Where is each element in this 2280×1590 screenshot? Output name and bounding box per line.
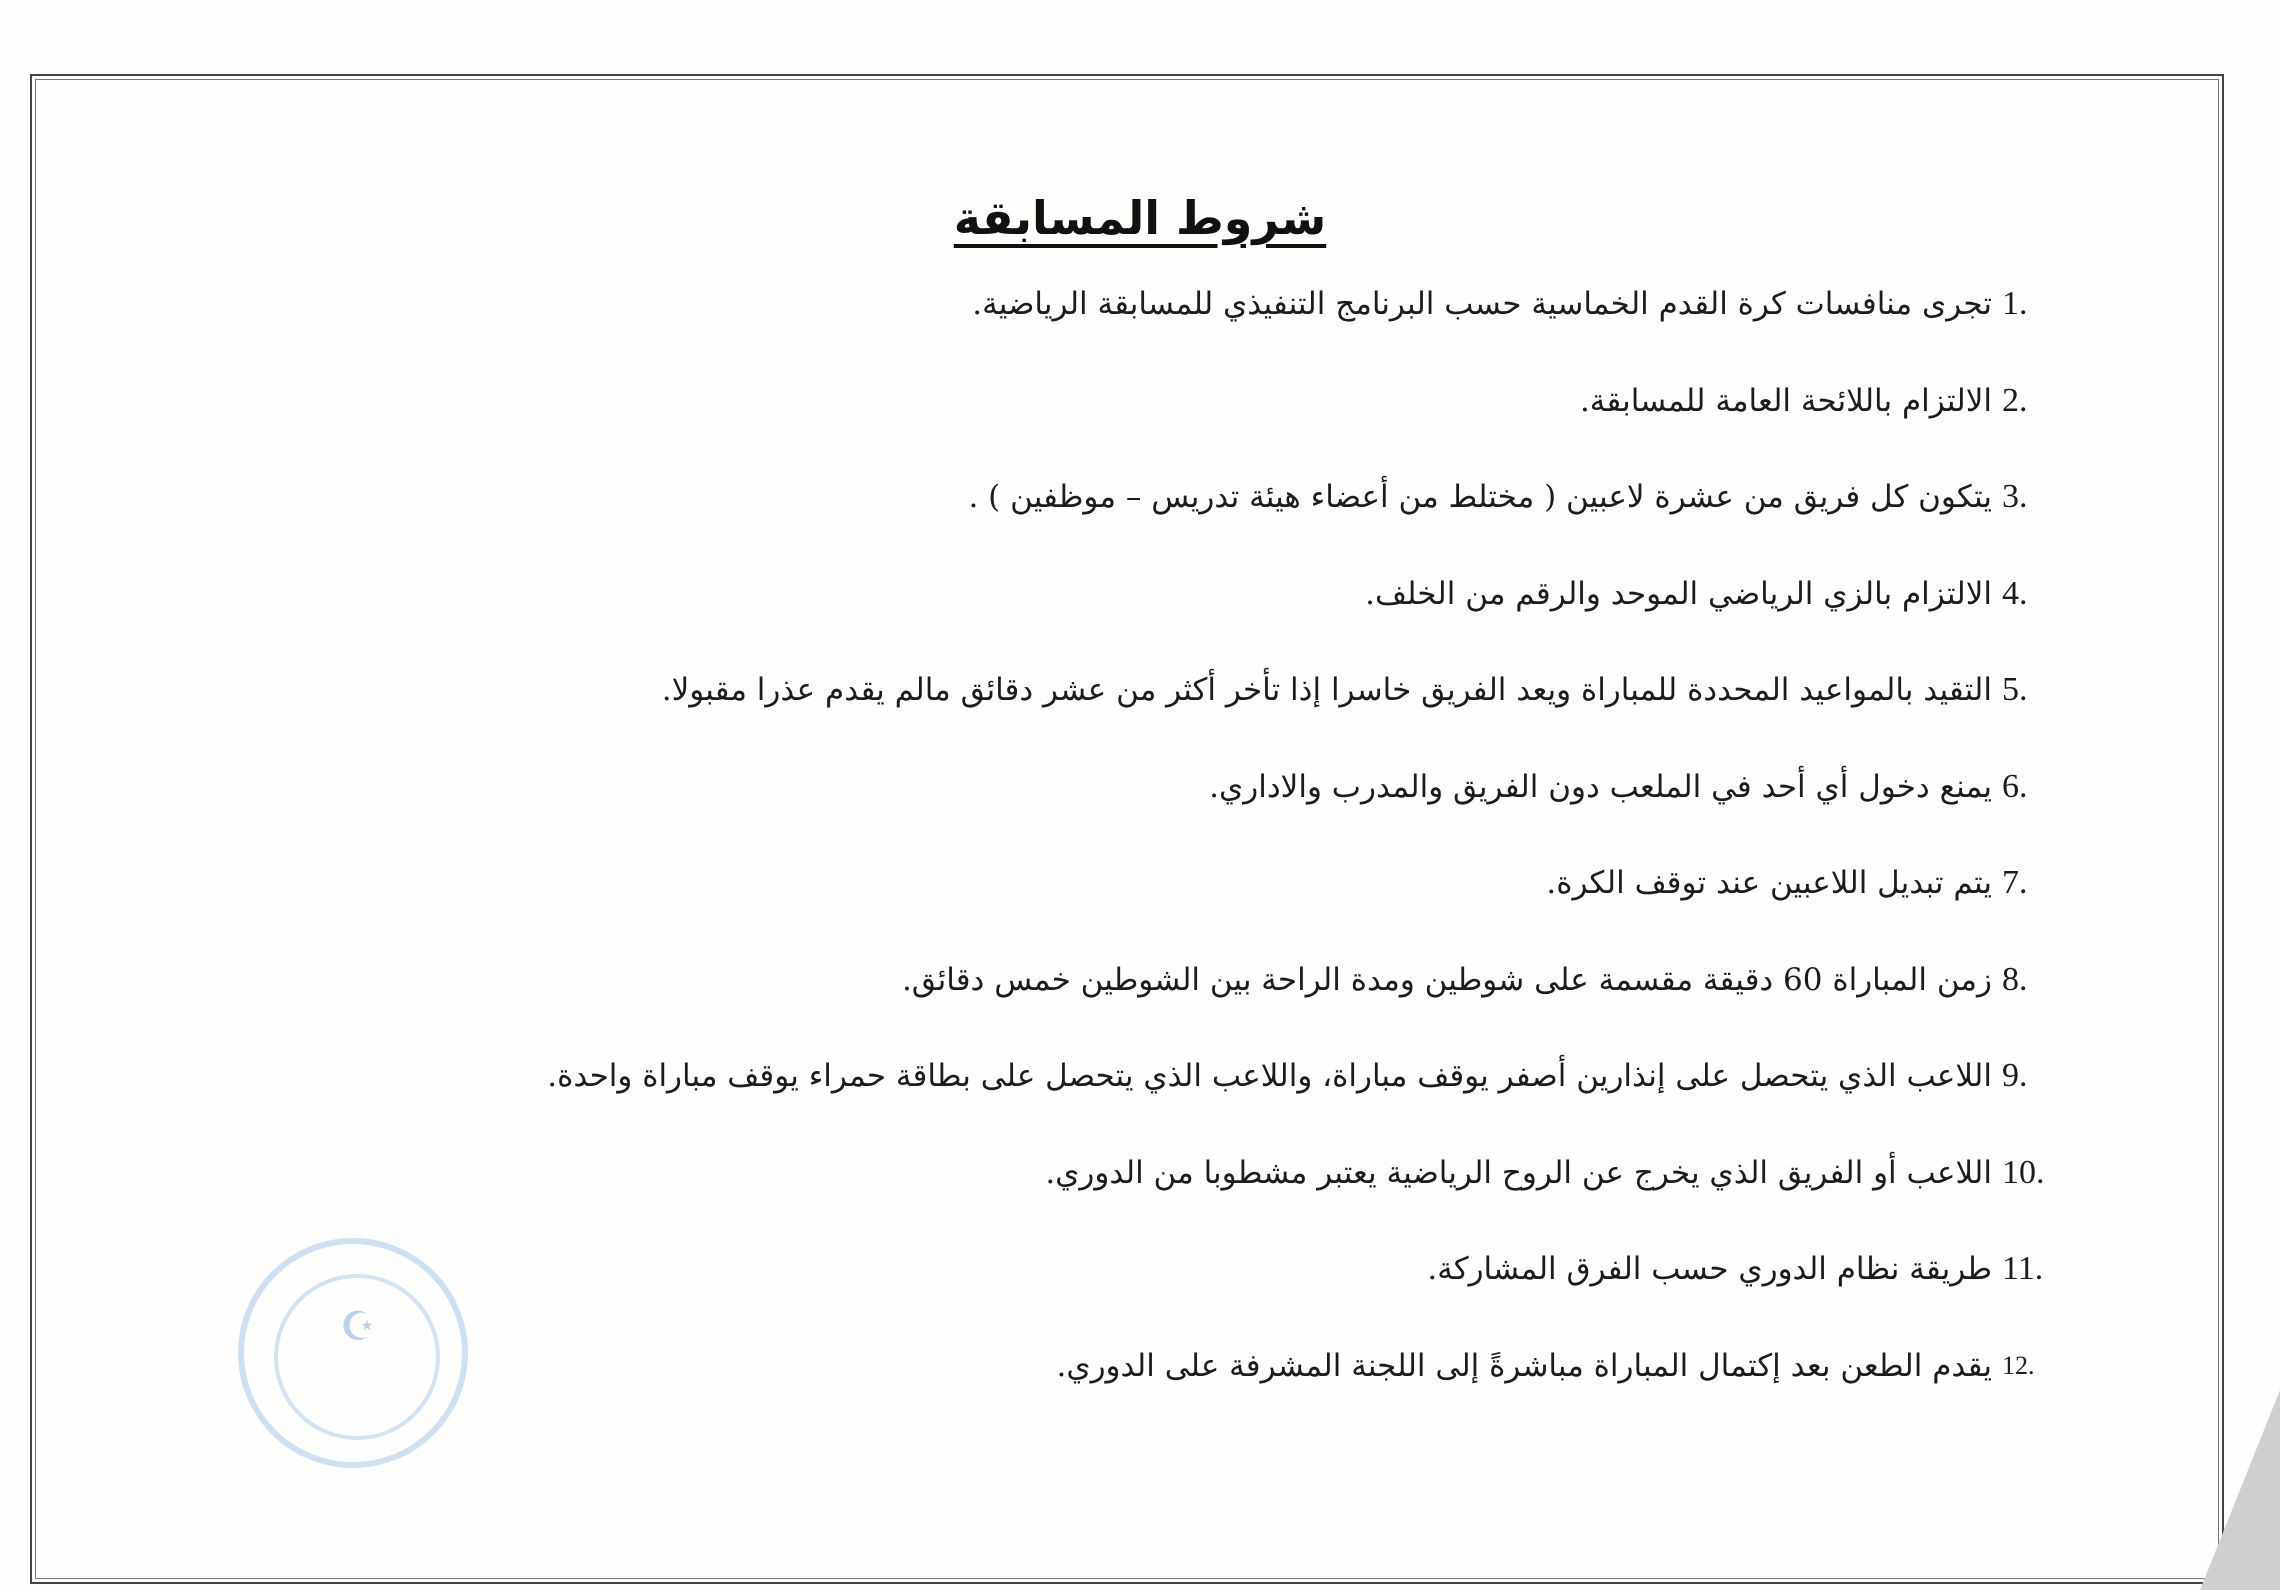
list-item <box>248 1243 2048 1340</box>
list-item <box>248 471 2048 568</box>
page-title: شروط المسابقة <box>953 190 1327 245</box>
stamp-inner-ring <box>274 1274 440 1440</box>
item-text: زمن المباراة 60 دقيقة مقسمة على شوطين ومدة الراحة بين الشوطين خمس دقائق. <box>901 961 1992 998</box>
item-number: 9. <box>2002 1057 2028 1094</box>
list-item <box>248 1340 2048 1437</box>
list-item <box>248 568 2048 665</box>
item-number: 10. <box>2002 1153 2045 1191</box>
list-item <box>248 954 2048 1051</box>
item-text: يقدم الطعن بعد إكتمال المباراة مباشرةً إلى اللجنة المشرفة على الدوري. <box>1056 1347 1992 1384</box>
list-item <box>248 857 2048 954</box>
item-text: تجرى منافسات كرة القدم الخماسية حسب البرنامج التنفيذي للمسابقة الرياضية. <box>972 286 1992 322</box>
item-number: 11. <box>2002 1250 2044 1287</box>
list-item <box>248 278 2048 375</box>
item-number: 7. <box>2002 864 2028 901</box>
item-number: 3. <box>2002 478 2028 515</box>
page-curl <box>2200 1390 2280 1590</box>
item-number: 6. <box>2002 767 2028 805</box>
list-item <box>248 761 2048 858</box>
item-number: 8. <box>2002 960 2028 998</box>
item-text: اللاعب أو الفريق الذي يخرج عن الروح الرياضية يعتبر مشطوبا من الدوري. <box>1045 1154 1992 1191</box>
crescent-star-icon: ☪ <box>340 1304 376 1350</box>
item-text: اللاعب الذي يتحصل على إنذارين أصفر يوقف مباراة، واللاعب الذي يتحصل على بطاقة حمراء يوقف مباراة واحدة. <box>547 1058 1992 1094</box>
item-text: التقيد بالمواعيد المحددة للمباراة ويعد الفريق خاسرا إذا تأخر أكثر من عشر دقائق مالم يقدم عذرا مقبولا. <box>661 672 1992 708</box>
item-number: 2. <box>2002 381 2028 419</box>
official-stamp <box>238 1238 468 1468</box>
list-item <box>248 664 2048 761</box>
item-text: الالتزام بالزي الرياضي الموحد والرقم من الخلف. <box>1365 575 1992 612</box>
item-number: 4. <box>2002 574 2028 612</box>
list-item <box>248 1050 2048 1147</box>
item-number: 12. <box>2002 1350 2035 1380</box>
item-text: الالتزام باللائحة العامة للمسابقة. <box>1579 382 1992 419</box>
item-text: يتكون كل فريق من عشرة لاعبين ( مختلط من أعضاء هيئة تدريس – موظفين ) . <box>968 479 1992 515</box>
item-text: يتم تبديل اللاعبين عند توقف الكرة. <box>1546 865 1992 901</box>
item-number: 5. <box>2002 671 2028 708</box>
conditions-list <box>248 278 2048 1436</box>
list-item <box>248 1147 2048 1244</box>
item-number: 1. <box>2002 285 2028 322</box>
item-text: يمنع دخول أي أحد في الملعب دون الفريق والمدرب والاداري. <box>1209 768 1992 805</box>
list-item <box>248 375 2048 472</box>
item-text: طريقة نظام الدوري حسب الفرق المشاركة. <box>1427 1251 1992 1287</box>
